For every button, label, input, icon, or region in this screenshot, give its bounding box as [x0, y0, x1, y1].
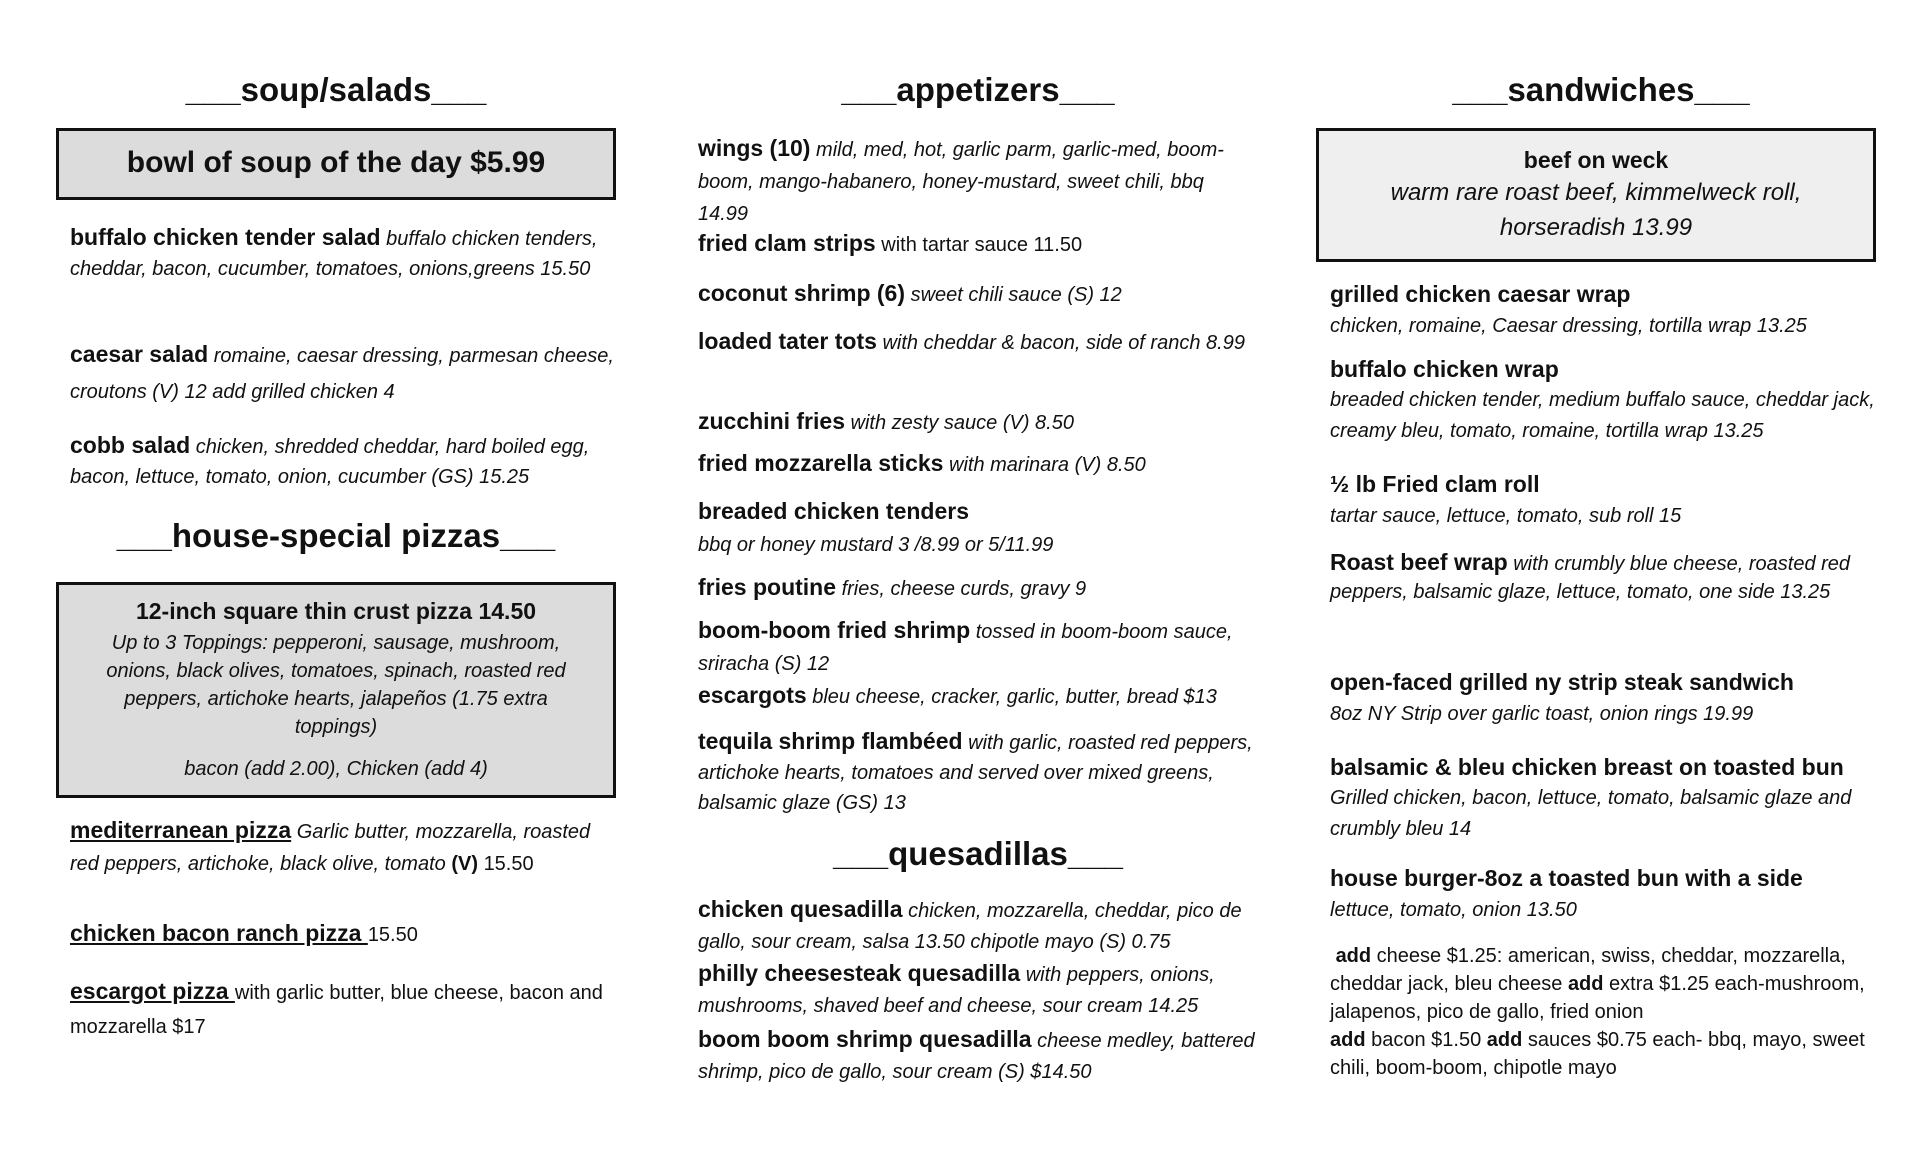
item-name: loaded tater tots: [698, 328, 877, 354]
menu-item: [1330, 548, 1886, 606]
item-description: with garlic butter, blue cheese, bacon and mozzarella $17: [70, 982, 603, 1038]
item-description: Grilled chicken, bacon, lettuce, tomato, balsamic glaze and crumbly bleu 14: [1330, 787, 1852, 840]
pizza-box: [56, 582, 616, 798]
pizza-box-description: Up to 3 Toppings: pepperoni, sausage, mushroom, onions, black olives, tomatoes, spinach, roasted red peppers, artichoke hearts, jalapeños (1.75 extra toppings): [106, 632, 566, 738]
item-name: escargot pizza: [70, 978, 235, 1004]
item-description: chicken, romaine, Caesar dressing, tortilla wrap 13.25: [1330, 315, 1807, 337]
item-name: open-faced grilled ny strip steak sandwich: [1330, 669, 1794, 695]
item-description: with zesty sauce (V) 8.50: [850, 412, 1074, 434]
menu-item: [1330, 752, 1886, 845]
addon-sauces: sauces $0.75 each- bbq, mayo, sweet chili, boom-boom, chipotle mayo: [1330, 1029, 1865, 1079]
soup-of-the-day-box: [56, 128, 616, 200]
item-description: 8oz NY Strip over garlic toast, onion rings 19.99: [1330, 703, 1754, 725]
soup-salads-heading: ___soup/salads___: [185, 71, 487, 108]
item-description: chicken, mozzarella, cheddar, pico de gallo, sour cream, salsa 13.50 chipotle mayo (S) 0.75: [698, 900, 1242, 953]
item-price: 15.50: [483, 853, 534, 875]
menu-item: [70, 222, 616, 284]
item-description: mild, med, hot, garlic parm, garlic-med, boom-boom, mango-habanero, honey-mustard, sweet chili, bbq 14.99: [698, 139, 1224, 225]
item-description: chicken, shredded cheddar, hard boiled egg, bacon, lettuce, tomato, onion, cucumber (GS) 15.25: [70, 436, 590, 488]
item-name: tequila shrimp flambéed: [698, 728, 963, 754]
item-name: caesar salad: [70, 341, 209, 367]
item-name: Roast beef wrap: [1330, 549, 1508, 575]
menu-item: [70, 336, 616, 410]
item-name: boom boom shrimp quesadilla: [698, 1026, 1032, 1052]
item-name: cobb salad: [70, 432, 191, 458]
item-tag: (V): [451, 853, 478, 875]
item-name: grilled chicken caesar wrap: [1330, 281, 1631, 307]
menu-item: [698, 726, 1258, 818]
sandwiches-heading: ___sandwiches___: [1452, 71, 1750, 108]
item-description: tartar sauce, lettuce, tomato, sub roll 15: [1330, 505, 1682, 527]
menu-item: [698, 326, 1258, 358]
item-description: buffalo chicken tenders, cheddar, bacon, cucumber, tomatoes, onions,greens 15.50: [70, 228, 598, 280]
menu-item: [698, 680, 1258, 712]
item-name: mediterranean pizza: [70, 817, 292, 843]
item-name: coconut shrimp (6): [698, 280, 906, 306]
addon-extra: extra $1.25 each-mushroom, jalapenos, pico de gallo, fried onion: [1330, 973, 1865, 1023]
add-label: add: [1567, 973, 1604, 995]
menu-item: [70, 430, 616, 492]
menu-item: [70, 974, 616, 1044]
menu-item: [698, 132, 1258, 230]
item-name: chicken bacon ranch pizza: [70, 920, 368, 946]
appetizers-heading: ___appetizers___: [841, 71, 1115, 108]
item-description: fries, cheese curds, gravy 9: [841, 578, 1087, 600]
item-name: fried clam strips: [698, 230, 876, 256]
item-name: fried mozzarella sticks: [698, 450, 944, 476]
beef-on-weck-title: beef on weck: [1523, 147, 1669, 173]
item-name: ½ lb Fried clam roll: [1330, 471, 1540, 497]
menu-item: [1330, 666, 1886, 730]
menu-item: [698, 894, 1258, 958]
menu-item: [698, 448, 1258, 480]
item-description: Garlic butter, mozzarella, roasted red peppers, artichoke, black olive, tomato: [70, 821, 591, 875]
menu-item: [698, 228, 1258, 260]
beef-on-weck-description: warm rare roast beef, kimmelweck roll, horseradish 13.99: [1390, 179, 1802, 241]
burger-addons: [1330, 942, 1886, 1082]
menu-item: [698, 572, 1258, 604]
menu-item: [70, 814, 616, 880]
menu-item: [698, 1024, 1258, 1088]
add-label: add: [1335, 945, 1372, 967]
item-description: with cheddar & bacon, side of ranch 8.99: [882, 332, 1245, 354]
pizza-box-extras: bacon (add 2.00), Chicken (add 4): [184, 758, 488, 780]
item-description: with peppers, onions, mushrooms, shaved beef and cheese, sour cream 14.25: [698, 964, 1215, 1017]
menu-item: [1330, 278, 1886, 342]
item-name: wings (10): [698, 135, 811, 161]
item-description: 15.50: [367, 924, 418, 946]
item-description: romaine, caesar dressing, parmesan cheese, croutons (V) 12 add grilled chicken 4: [70, 345, 614, 403]
item-name: fries poutine: [698, 574, 837, 600]
item-description: tossed in boom-boom sauce, sriracha (S) 12: [698, 621, 1233, 675]
item-description: with crumbly blue cheese, roasted red peppers, balsamic glaze, lettuce, tomato, one side 13.25: [1330, 553, 1851, 603]
menu-item: [698, 494, 1258, 562]
soup-of-the-day-text: bowl of soup of the day $5.99: [126, 146, 546, 179]
quesadillas-heading: ___quesadillas___: [833, 835, 1123, 872]
item-name: zucchini fries: [698, 408, 845, 434]
menu-item: [698, 614, 1258, 680]
item-description: bleu cheese, cracker, garlic, butter, bread $13: [812, 686, 1217, 708]
item-description: bbq or honey mustard 3 /8.99 or 5/11.99: [698, 534, 1054, 556]
item-description: breaded chicken tender, medium buffalo sauce, cheddar jack, creamy bleu, tomato, romaine, tortilla wrap 13.25: [1330, 389, 1875, 442]
item-name: chicken quesadilla: [698, 896, 903, 922]
item-name: balsamic & bleu chicken breast on toasted bun: [1330, 754, 1844, 780]
item-description: with marinara (V) 8.50: [949, 454, 1146, 476]
item-description: lettuce, tomato, onion 13.50: [1330, 899, 1577, 921]
pizzas-heading: ___house-special pizzas___: [116, 517, 556, 554]
menu-item: [1330, 468, 1886, 532]
item-description: cheese medley, battered shrimp, pico de gallo, sour cream (S) $14.50: [698, 1030, 1255, 1083]
item-name: buffalo chicken wrap: [1330, 356, 1559, 382]
menu-item: [1330, 862, 1886, 926]
menu-item: [70, 918, 616, 950]
item-name: philly cheesesteak quesadilla: [698, 960, 1021, 986]
menu-item: [698, 278, 1258, 310]
addon-bacon: bacon $1.50: [1365, 1029, 1487, 1051]
add-label: add: [1330, 1029, 1366, 1051]
item-name: buffalo chicken tender salad: [70, 224, 381, 250]
add-label: add: [1486, 1029, 1523, 1051]
item-name: boom-boom fried shrimp: [698, 617, 971, 643]
pizza-box-title: 12-inch square thin crust pizza 14.50: [135, 598, 537, 624]
menu-item: [698, 406, 1258, 438]
addon-cheese: cheese $1.25: american, swiss, cheddar, mozzarella, cheddar jack, bleu cheese: [1330, 945, 1846, 995]
item-name: escargots: [698, 682, 807, 708]
item-description: sweet chili sauce (S) 12: [910, 284, 1122, 306]
beef-on-weck-box: [1316, 128, 1876, 262]
item-name: house burger-8oz a toasted bun with a side: [1330, 865, 1803, 891]
menu-item: [1330, 354, 1886, 447]
item-name: breaded chicken tenders: [698, 498, 969, 524]
item-description: with tartar sauce 11.50: [881, 234, 1083, 256]
menu-item: [698, 958, 1258, 1022]
item-description: with garlic, roasted red peppers, artichoke hearts, tomatoes and served over mixed greens, balsamic glaze (GS) 13: [698, 732, 1253, 814]
